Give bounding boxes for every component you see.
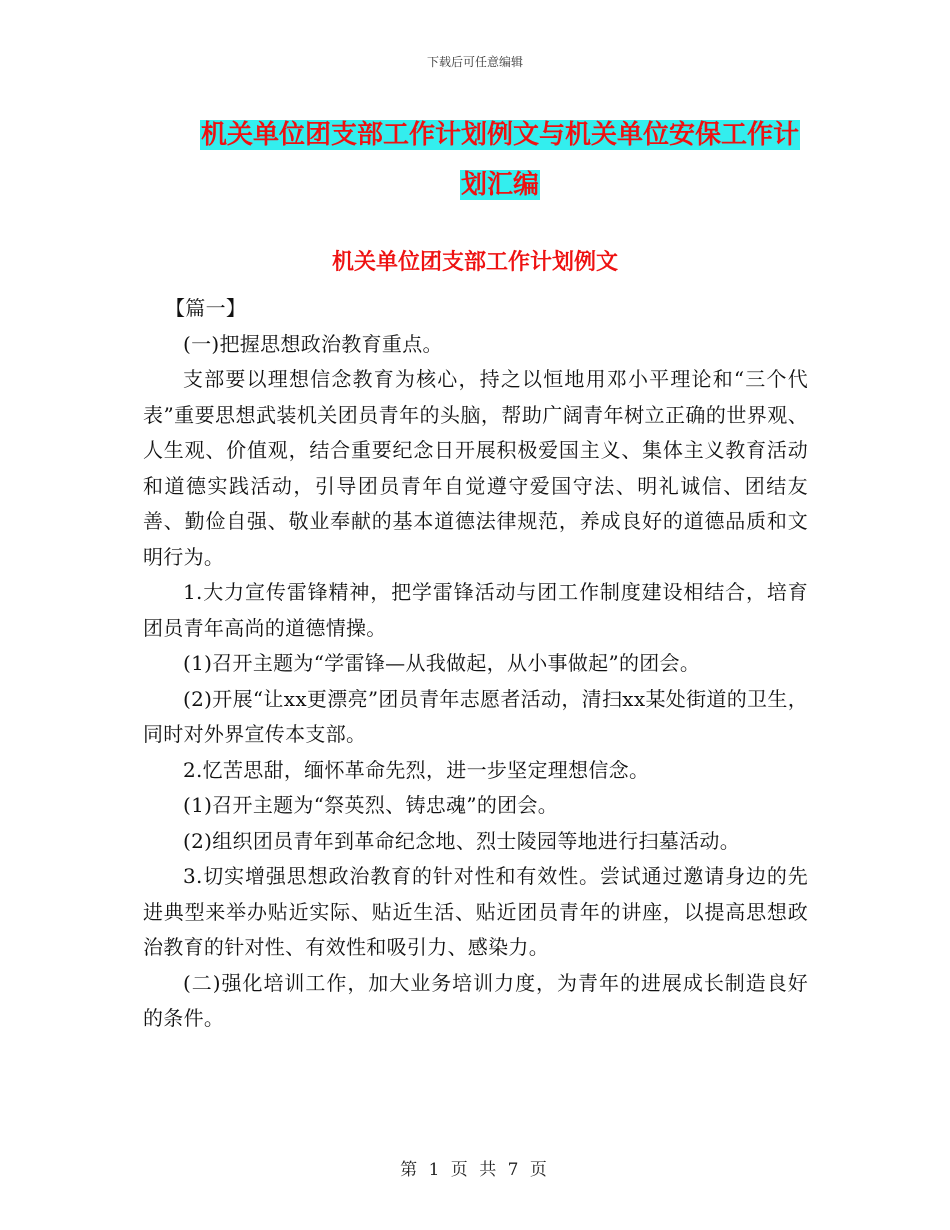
title-line-1: 机关单位团支部工作计划例文与机关单位安保工作计 bbox=[200, 120, 799, 150]
paragraph: 2.忆苦思甜，缅怀革命先烈，进一步坚定理想信念。 bbox=[183, 757, 650, 782]
header-note: 下载后可任意编辑 bbox=[426, 55, 523, 69]
paragraph: 1.大力宣传雷锋精神，把学雷锋活动与团工作制度建设相结合，培育团员青年高尚的道德情操。 bbox=[143, 580, 808, 640]
paragraph-part-label: 【篇一】 bbox=[165, 296, 247, 320]
paragraph: (二)强化培训工作，加大业务培训力度，为青年的进展成长制造良好的条件。 bbox=[143, 970, 808, 1030]
paragraph: 3.切实增强思想政治教育的针对性和有效性。尝试通过邀请身边的先进典型来举办贴近实际、贴近生活、贴近团员青年的讲座，以提高思想政治教育的针对性、有效性和吸引力、感染力。 bbox=[143, 864, 808, 959]
paragraph: (1)召开主题为“祭英烈、铸忠魂”的团会。 bbox=[183, 793, 559, 817]
paragraph: (1)召开主题为“学雷锋—从我做起，从小事做起”的团会。 bbox=[183, 651, 701, 675]
page-number-footer: 第 1 页 共 7 页 bbox=[400, 1160, 550, 1180]
paragraph: 支部要以理想信念教育为核心，持之以恒地用邓小平理论和“三个代表”重要思想武装机关团员青年的头脑，帮助广阔青年树立正确的世界观、人生观、价值观，结合重要纪念日开展积极爱国主义、集体主义教育活动和道德实践活动，引导团员青年自觉遵守爱国守法、明礼诚信、团结友善、勤俭自强、敬业奉献的基本道德法律规范，养成良好的道德品质和文明行为。 bbox=[143, 367, 808, 569]
paragraph: (2)组织团员青年到革命纪念地、烈士陵园等地进行扫墓活动。 bbox=[183, 828, 741, 853]
document-title bbox=[140, 110, 860, 210]
paragraph: (一)把握思想政治教育重点。 bbox=[183, 331, 443, 356]
body-text bbox=[143, 291, 808, 1037]
paragraph: (2)开展“让xx更漂亮”团员青年志愿者活动，清扫xx某处街道的卫生，同时对外界宣传本支部。 bbox=[143, 686, 808, 746]
section-title: 机关单位团支部工作计划例文 bbox=[331, 250, 618, 275]
title-line-2: 划汇编 bbox=[460, 170, 539, 200]
